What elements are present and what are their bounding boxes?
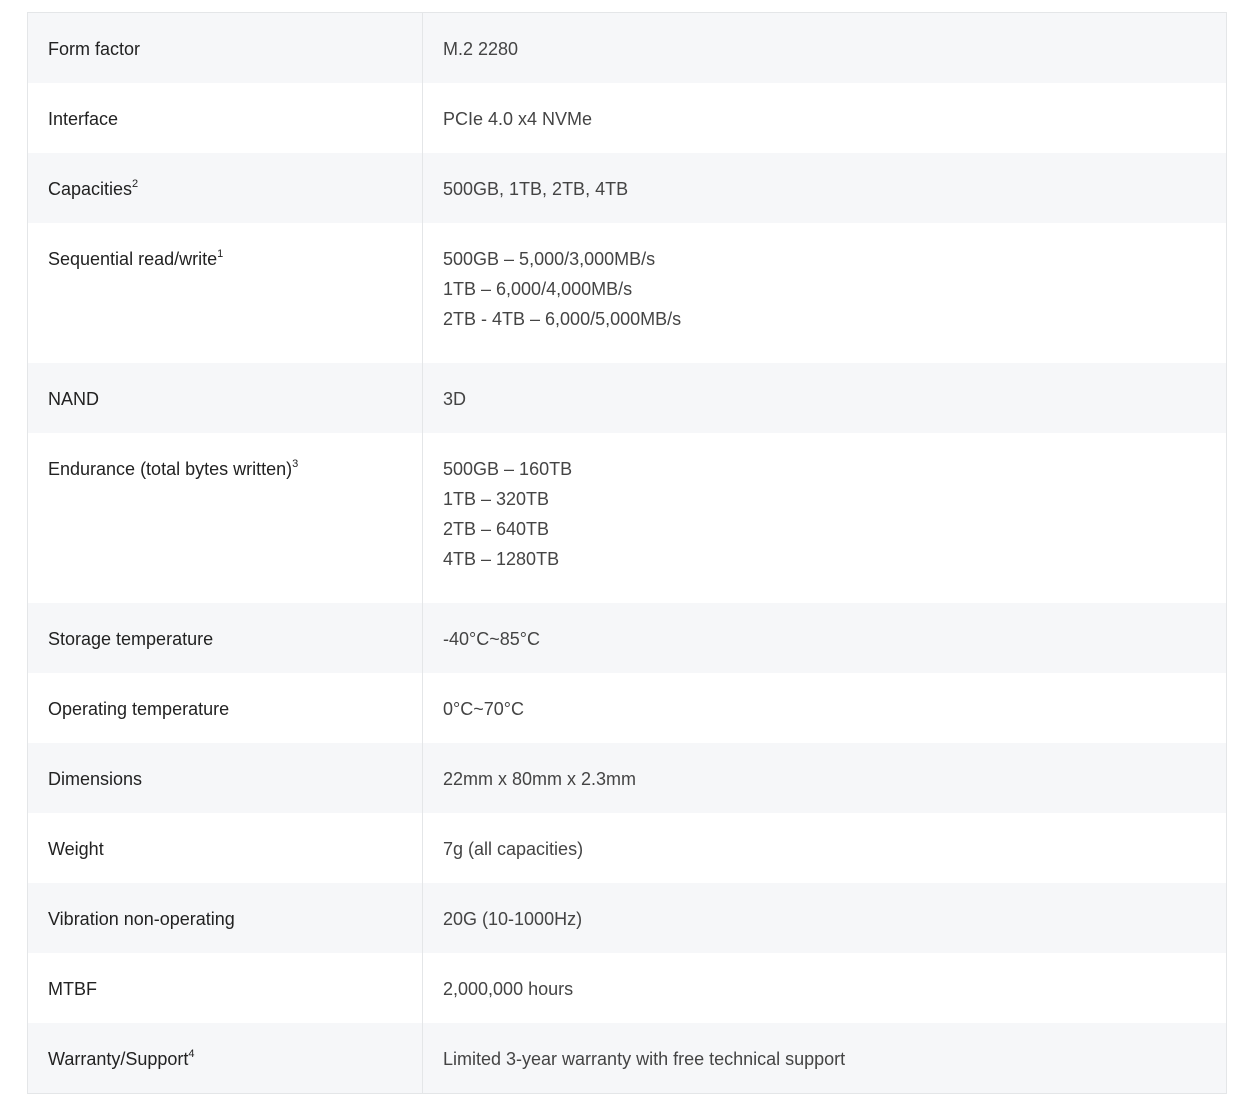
spec-label-text: MTBF	[48, 979, 97, 999]
spec-row	[28, 13, 1226, 83]
spec-value-line: 500GB, 1TB, 2TB, 4TB	[443, 179, 629, 199]
spec-label-text: NAND	[48, 389, 100, 409]
spec-value-line: 20G (10-1000Hz)	[443, 909, 583, 929]
spec-value	[423, 670, 1226, 743]
spec-label	[28, 673, 423, 743]
spec-value-line: 1TB – 320TB	[443, 489, 550, 509]
spec-label-text: Dimensions	[48, 769, 143, 789]
spec-value-line: 7g (all capacities)	[443, 839, 584, 859]
spec-value	[423, 80, 1226, 153]
spec-row	[28, 953, 1226, 1023]
spec-label-text: Form factor	[48, 39, 141, 59]
footnote-marker: 4	[188, 1048, 195, 1060]
spec-value	[423, 150, 1226, 223]
spec-row	[28, 153, 1226, 223]
spec-label-text: Interface	[48, 109, 119, 129]
spec-value	[423, 220, 1226, 363]
footnote-marker: 2	[132, 178, 139, 190]
spec-label-text: Warranty/Support	[48, 1049, 189, 1069]
spec-label	[28, 83, 423, 153]
spec-label-text: Storage temperature	[48, 629, 214, 649]
spec-label	[28, 953, 423, 1023]
spec-row	[28, 673, 1226, 743]
spec-value-line: 2,000,000 hours	[443, 979, 574, 999]
spec-value-line: 500GB – 5,000/3,000MB/s	[443, 249, 656, 269]
spec-label	[28, 1023, 423, 1093]
spec-row	[28, 1023, 1226, 1093]
spec-label	[28, 883, 423, 953]
spec-row	[28, 83, 1226, 153]
spec-row	[28, 883, 1226, 953]
spec-row	[28, 223, 1226, 363]
spec-row	[28, 603, 1226, 673]
spec-value-line: 0°C~70°C	[443, 699, 524, 719]
spec-label	[28, 743, 423, 813]
spec-value	[423, 1020, 1226, 1093]
spec-value	[423, 950, 1226, 1023]
spec-value	[423, 360, 1226, 433]
spec-label	[28, 813, 423, 883]
spec-value-line: M.2 2280	[443, 39, 519, 59]
spec-label-text: Weight	[48, 839, 104, 859]
spec-value-line: 22mm x 80mm x 2.3mm	[443, 769, 637, 789]
spec-label-text: Sequential read/write	[48, 249, 218, 269]
spec-value-line: 1TB – 6,000/4,000MB/s	[443, 279, 633, 299]
spec-value-line: Limited 3-year warranty with free technical support	[443, 1049, 846, 1069]
spec-label	[28, 153, 423, 223]
spec-value	[423, 430, 1226, 603]
spec-value	[423, 880, 1226, 953]
spec-value	[423, 600, 1226, 673]
spec-label-text: Vibration non-operating	[48, 909, 235, 929]
spec-value-line: 2TB – 640TB	[443, 519, 550, 539]
spec-value-line: -40°C~85°C	[443, 629, 540, 649]
spec-row	[28, 433, 1226, 603]
spec-value-line: PCIe 4.0 x4 NVMe	[443, 109, 593, 129]
spec-row	[28, 363, 1226, 433]
spec-label-text: Endurance (total bytes written)	[48, 459, 293, 479]
spec-label	[28, 363, 423, 433]
spec-value	[423, 10, 1226, 83]
spec-table	[27, 12, 1227, 1094]
footnote-marker: 3	[292, 458, 299, 470]
spec-value-line: 500GB – 160TB	[443, 459, 573, 479]
spec-row	[28, 743, 1226, 813]
spec-value	[423, 810, 1226, 883]
spec-label	[28, 13, 423, 83]
footnote-marker: 1	[217, 248, 224, 260]
spec-row	[28, 813, 1226, 883]
spec-value	[423, 740, 1226, 813]
spec-label	[28, 433, 423, 603]
spec-value-line: 4TB – 1280TB	[443, 549, 560, 569]
spec-label	[28, 223, 423, 363]
spec-label	[28, 603, 423, 673]
spec-value-line: 3D	[443, 389, 467, 409]
spec-label-text: Capacities	[48, 179, 133, 199]
spec-label-text: Operating temperature	[48, 699, 230, 719]
spec-value-line: 2TB - 4TB – 6,000/5,000MB/s	[443, 309, 682, 329]
